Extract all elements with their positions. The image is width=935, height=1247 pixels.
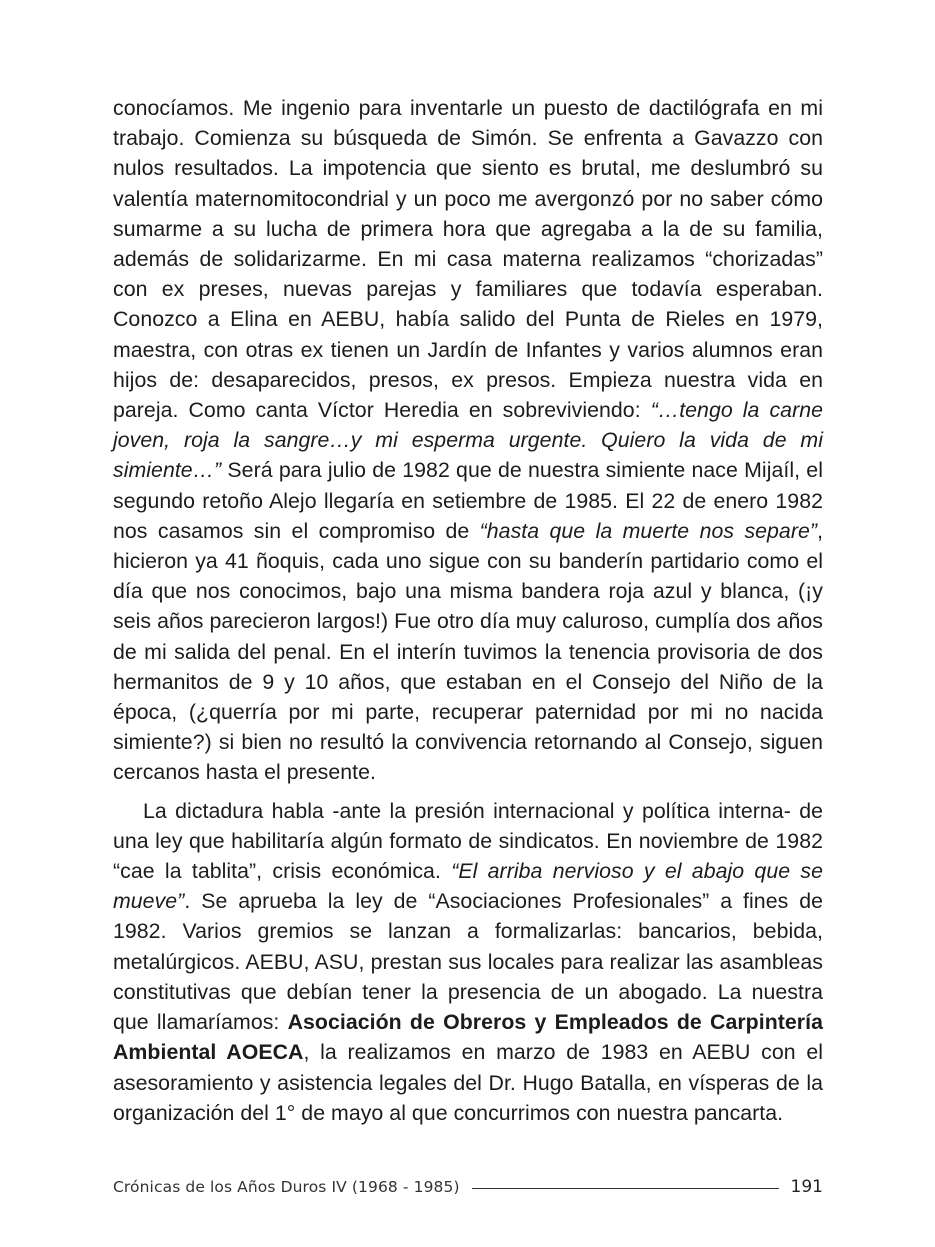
- paragraph-2-text-a: La dictadura habla -ante la presión internacional y política interna- de una ley que habilitaría algún formato de sindicatos. En noviembre de 1982 “cae la tablita”, crisis económica.: [113, 798, 823, 884]
- page-footer: [113, 1172, 823, 1202]
- body-text: [113, 93, 823, 1128]
- paragraph-1-text-a: conocíamos. Me ingenio para inventarle un puesto de dactilógrafa en mi trabajo. Comienza su búsqueda de Simón. Se enfrenta a Gavazzo con nulos resultados. La impotencia que siento es brutal, me deslumbró su valentía maternomitocondrial y un poco me avergonzó por no saber cómo sumarme a su lucha de primera hora que agregaba a la de su familia, además de solidarizarme. En mi casa materna realizamos “chorizadas” con ex preses, nuevas parejas y familiares que todavía esperaban. Conozco a Elina en AEBU, había salido del Punta de Rieles en 1979, maestra, con otras ex tienen un Jardín de Infantes y varios alumnos eran hijos de: desaparecidos, presos, ex presos. Empieza nuestra vida en pareja. Como canta Víctor Heredia en sobreviviendo:: [113, 96, 823, 423]
- footer-rule: [472, 1188, 779, 1189]
- paragraph-1-quote-vows: “hasta que la muerte nos separe”: [479, 518, 818, 543]
- page-number: 191: [790, 1177, 823, 1197]
- footer-book-title: Crónicas de los Años Duros IV (1968 - 1985): [113, 1178, 460, 1196]
- paragraph-2-text-b: . Se aprueba la ley de “Asociaciones Profesionales” a fines de 1982. Varios gremios se lanzan a formalizarlas: bancarios, bebida, metalúrgicos. AEBU, ASU, prestan sus locales para realizar las asambleas constitutivas que debían tener la presencia de un abogado. La nuestra que llamaríamos:: [113, 889, 823, 1035]
- paragraph-1: [113, 93, 823, 788]
- paragraph-1-text-c: , hicieron ya 41 ñoquis, cada uno sigue con su banderín partidario como el día que nos conocimos, bajo una misma bandera roja azul y blanca, (¡y seis años parecieron largos!) Fue otro día muy caluroso, cumplía dos años de mi salida del penal. En el interín tuvimos la tenencia provisoria de dos hermanitos de 9 y 10 años, que estaban en el Consejo del Niño de la época, (¿querría por mi parte, recuperar paternidad por mi no nacida simiente?) si bien no resultó la convivencia retornando al Consejo, siguen cercanos hasta el presente.: [113, 518, 823, 785]
- paragraph-2: [113, 796, 823, 1128]
- paragraph-2-text-c: , la realizamos en marzo de 1983 en AEBU con el asesoramiento y asistencia legales del Dr. Hugo Batalla, en vísperas de la organización del 1° de mayo al que concurrimos con nuestra pancarta.: [113, 1040, 823, 1125]
- paragraph-2-association-name: Asociación de Obreros y Empleados de Carpintería Ambiental AOECA: [113, 1010, 823, 1065]
- paragraph-2-quote: “El arriba nervioso y el abajo que se mueve”: [113, 859, 823, 914]
- paragraph-1-text-b: Será para julio de 1982 que de nuestra simiente nace Mijaíl, el segundo retoño Alejo llegaría en setiembre de 1985. El 22 de enero 1982 nos casamos sin el compromiso de: [113, 458, 823, 543]
- paragraph-1-quote-song: “…tengo la carne joven, roja la sangre…y mi esperma urgente. Quiero la vida de mi simiente…”: [113, 398, 823, 483]
